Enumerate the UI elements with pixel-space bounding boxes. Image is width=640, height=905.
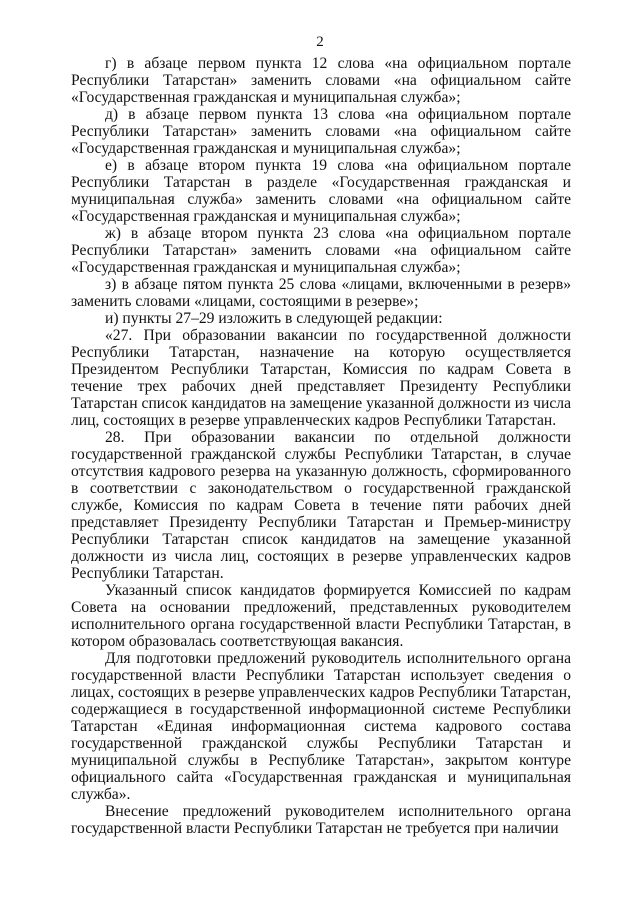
paragraph-zh: ж) в абзаце втором пункта 23 слова «на официальном портале Республики Татарстан» заменить словами «на официальном сайте «Государственная гражданская и муниципальная служба»; bbox=[71, 225, 571, 276]
paragraph-z: з) в абзаце пятом пункта 25 слова «лицами, включенными в резерв» заменить словами «лицами, состоящими в резерве»; bbox=[71, 276, 571, 310]
paragraph-proposal-preparation: Для подготовки предложений руководитель исполнительного органа государственной власти Республики Татарстан использует сведения о лицах, состоящих в резерве управленческих кадров Республики Татарстан, содержащиеся в государственной информационной системе Республики Татарстан «Единая информационная система кадрового состава государственной гражданской службы Республики Татарстан и муниципальной службы в Республике Татарстан», закрытом контуре официального сайта «Государственная гражданская и муниципальная служба». bbox=[71, 650, 571, 803]
paragraph-i: и) пункты 27–29 изложить в следующей редакции: bbox=[105, 310, 443, 327]
document-body bbox=[71, 55, 571, 837]
paragraph-proposal-submission: Внесение предложений руководителем исполнительного органа государственной власти Республики Татарстан не требуется при наличии bbox=[71, 803, 571, 837]
paragraph-item-27: «27. При образовании вакансии по государственной должности Республики Татарстан, назначение на которую осуществляется Президентом Республики Татарстан, Комиссия по кадрам Совета в течение трех рабочих дней представляет Президенту Республики Татарстан список кандидатов на замещение указанной должности из числа лиц, состоящих в резерве управленческих кадров Республики Татарстан. bbox=[71, 327, 571, 429]
paragraph-e: е) в абзаце втором пункта 19 слова «на официальном портале Республики Татарстан в разделе «Государственная гражданская и муниципальная служба» заменить словами «на официальном сайте «Государственная гражданская и муниципальная служба»; bbox=[71, 157, 571, 225]
page-number: 2 bbox=[316, 34, 324, 50]
paragraph-g: г) в абзаце первом пункта 12 слова «на официальном портале Республики Татарстан» заменить словами «на официальном сайте «Государственная гражданская и муниципальная служба»; bbox=[71, 55, 571, 106]
paragraph-item-28: 28. При образовании вакансии по отдельной должности государственной гражданской службы Республики Татарстан, в случае отсутствия кадрового резерва на указанную должность, сформированного в соответствии с законодательством о государственной гражданской службе, Комиссия по кадрам Совета в течение пяти рабочих дней представляет Президенту Республики Татарстан и Премьер-министру Республики Татарстан список кандидатов на замещение указанной должности из числа лиц, состоящих в резерве управленческих кадров Республики Татарстан. bbox=[71, 429, 571, 582]
paragraph-candidate-list: Указанный список кандидатов формируется Комиссией по кадрам Совета на основании предложений, представленных руководителем исполнительного органа государственной власти Республики Татарстан, в котором образовалась соответствующая вакансия. bbox=[71, 582, 571, 650]
paragraph-d: д) в абзаце первом пункта 13 слова «на официальном портале Республики Татарстан» заменить словами «на официальном сайте «Государственная гражданская и муниципальная служба»; bbox=[71, 106, 571, 157]
